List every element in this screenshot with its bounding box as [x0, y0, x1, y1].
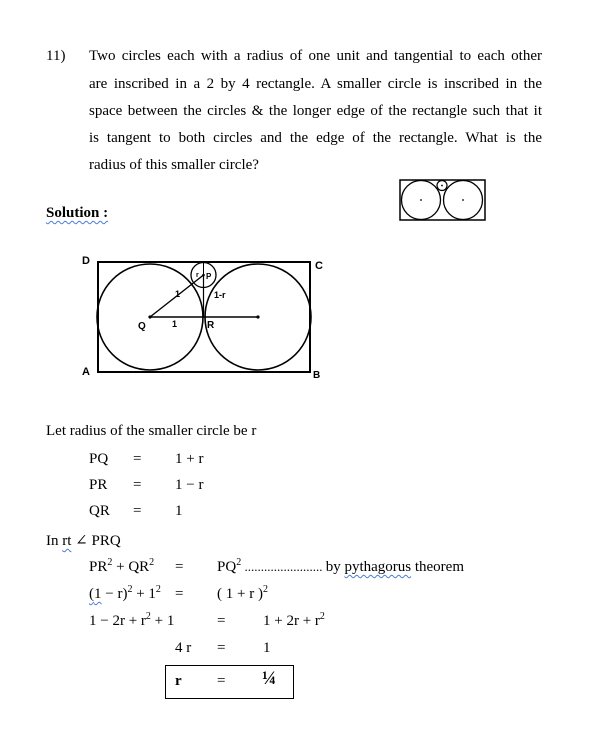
triangle-line: In rt ∠ PRQ	[46, 533, 121, 549]
question-line-4: is tangent to both circles and the edge of the rectangle. What is the	[89, 130, 542, 146]
pythagoras-lhs: $PR^2 + QR^2$	[89, 557, 155, 575]
step2-rhs: ( 1 + r )$^2$	[217, 584, 268, 602]
step4-rhs: 1	[263, 640, 271, 656]
label-p: P	[206, 272, 212, 281]
label-small-r: r	[196, 272, 199, 279]
small-figure-small-center	[441, 185, 443, 187]
def-pr-eq: =	[133, 477, 142, 493]
step4-eq: =	[217, 640, 226, 656]
label-d: D	[82, 255, 90, 267]
def-pr-rhs: 1 − r	[175, 477, 204, 493]
pythagoras-eq: =	[175, 559, 184, 575]
label-base-one: 1	[172, 319, 178, 329]
point-q	[148, 315, 151, 318]
small-figure-right-center	[462, 199, 464, 201]
main-diagram	[78, 250, 330, 382]
step2-eq: =	[175, 586, 184, 602]
def-qr-eq: =	[133, 503, 142, 519]
let-statement: Let radius of the smaller circle be r	[46, 423, 257, 439]
question-line-3: space between the circles & the longer edge of the rectangle such that it	[89, 103, 542, 119]
def-pq-rhs: 1 + r	[175, 451, 204, 467]
pythagoras-rhs: $PQ^2$ ........................ by pythagorus theorem	[217, 557, 465, 575]
label-b: B	[313, 370, 321, 381]
step4-lhs: 4 r	[175, 640, 192, 656]
question-number: 11)	[46, 48, 66, 64]
step3-lhs: $1 - 2r + r^2 + 1$	[89, 611, 175, 629]
right-circle-center	[256, 315, 259, 318]
label-r: R	[207, 320, 215, 331]
def-qr-rhs: 1	[175, 503, 183, 519]
label-q: Q	[138, 321, 146, 332]
answer-eq: =	[217, 673, 226, 689]
step3-eq: =	[217, 613, 226, 629]
label-a: A	[82, 366, 90, 378]
answer-lhs: r	[175, 673, 182, 689]
question-line-5: radius of this smaller circle?	[89, 157, 259, 173]
step2-lhs: $(1 - r)^2 + 1^2$	[89, 584, 161, 602]
answer-rhs: ¼	[262, 668, 277, 689]
label-c: C	[315, 260, 323, 272]
question-line-1: Two circles each with a radius of one unit and tangential to each other	[89, 48, 542, 64]
def-pq-eq: =	[133, 451, 142, 467]
step3-rhs: $1 + 2r + r^2$	[263, 611, 325, 629]
def-pq-lhs: PQ	[89, 451, 109, 467]
point-p	[202, 274, 205, 277]
def-pr-lhs: PR	[89, 477, 108, 493]
label-radius-one: 1	[175, 289, 181, 299]
label-one-minus-r: 1-r	[214, 290, 226, 300]
def-qr-lhs: QR	[89, 503, 110, 519]
solution-heading: Solution :	[46, 205, 109, 221]
small-figure	[398, 178, 488, 222]
small-figure-left-center	[420, 199, 422, 201]
question-line-2: are inscribed in a 2 by 4 rectangle. A smaller circle is inscribed in the	[89, 76, 542, 92]
